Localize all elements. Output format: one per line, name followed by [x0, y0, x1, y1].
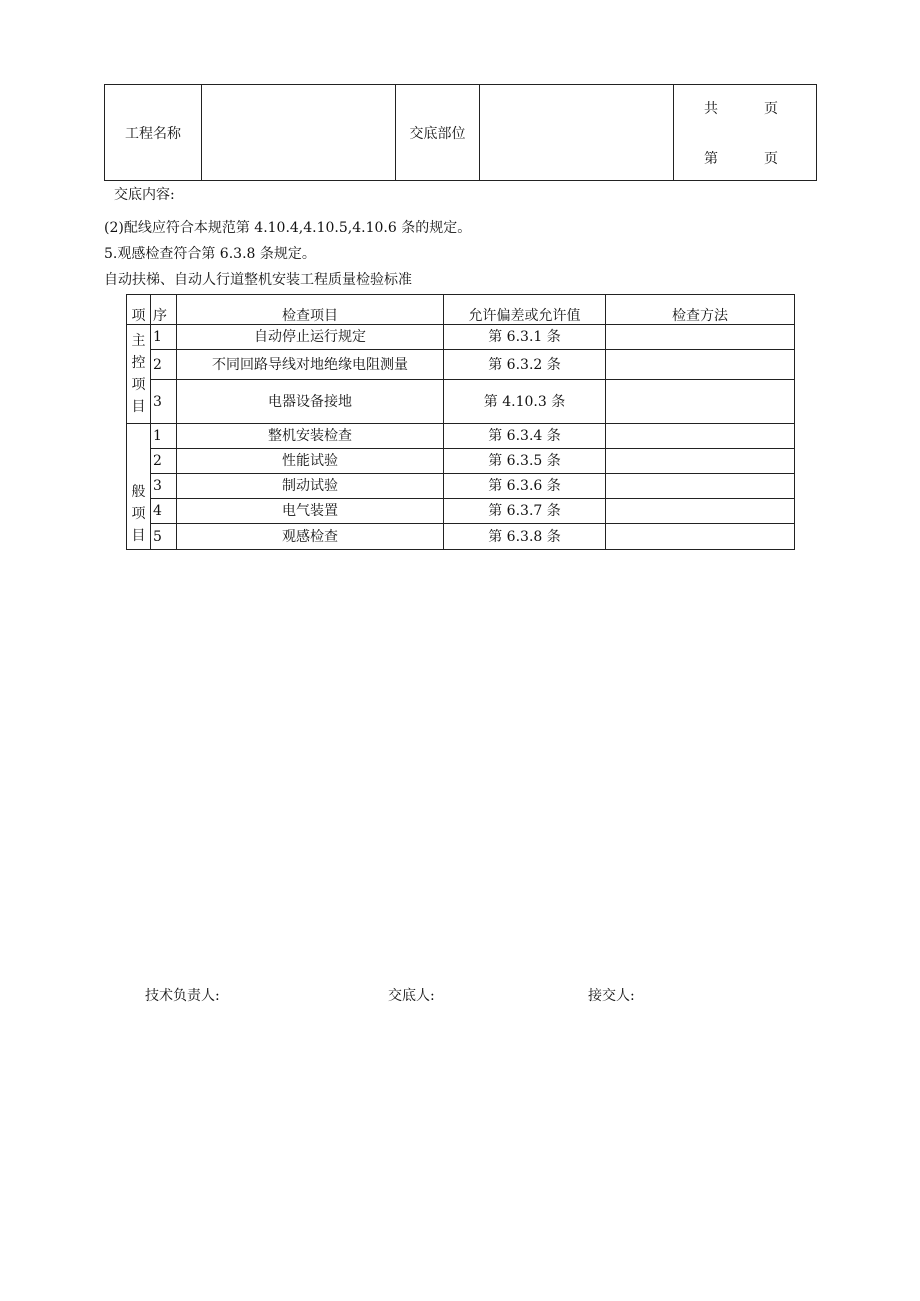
table-row [127, 350, 795, 380]
table-header-row [127, 295, 795, 325]
table-title: 自动扶梯、自动人行道整机安装工程质量检验标准 [104, 272, 412, 288]
row-seq: 2 [151, 350, 177, 380]
row-item: 观感检查 [177, 524, 444, 550]
row-seq: 1 [151, 325, 177, 350]
row-item: 电气装置 [177, 499, 444, 524]
row-item: 性能试验 [177, 449, 444, 474]
header-tolerance: 允许偏差或允许值 [444, 295, 606, 325]
row-method[interactable] [606, 524, 795, 550]
row-seq: 3 [151, 380, 177, 424]
total-label: 共 [704, 100, 718, 117]
row-tolerance: 第 6.3.1 条 [444, 325, 606, 350]
content-item-2: (2)配线应符合本规范第 4.10.4,4.10.5,4.10.6 条的规定。 [104, 220, 472, 236]
header-category: 项 [127, 295, 151, 325]
row-tolerance: 第 6.3.5 条 [444, 449, 606, 474]
table-row [127, 424, 795, 449]
standards-table [126, 294, 795, 550]
content-label: 交底内容: [114, 187, 175, 203]
header-method: 检查方法 [606, 295, 795, 325]
header-table [104, 84, 817, 181]
main-control-category [127, 325, 151, 424]
table-row [127, 449, 795, 474]
tech-lead-signature: 技术负责人: [145, 988, 220, 1004]
row-seq: 3 [151, 474, 177, 499]
row-method[interactable] [606, 350, 795, 380]
category-char: 目 [131, 528, 146, 544]
receiver-signature: 接交人: [588, 988, 635, 1004]
table-row [127, 380, 795, 424]
row-method[interactable] [606, 424, 795, 449]
table-row [127, 474, 795, 499]
category-char: 般 [131, 484, 146, 500]
row-method[interactable] [606, 474, 795, 499]
row-seq: 4 [151, 499, 177, 524]
row-method[interactable] [606, 325, 795, 350]
general-category [127, 424, 151, 550]
row-seq: 1 [151, 424, 177, 449]
project-name-value[interactable] [202, 85, 396, 181]
discloser-signature: 交底人: [388, 988, 435, 1004]
row-item: 电器设备接地 [177, 380, 444, 424]
row-item: 制动试验 [177, 474, 444, 499]
category-char: 项 [131, 506, 146, 522]
category-char: 项 [131, 377, 146, 393]
location-label: 交底部位 [396, 85, 480, 181]
row-tolerance: 第 6.3.6 条 [444, 474, 606, 499]
row-seq: 2 [151, 449, 177, 474]
row-item: 整机安装检查 [177, 424, 444, 449]
row-method[interactable] [606, 499, 795, 524]
row-tolerance: 第 6.3.8 条 [444, 524, 606, 550]
row-tolerance: 第 6.3.4 条 [444, 424, 606, 449]
category-char: 目 [131, 399, 146, 415]
table-row [127, 325, 795, 350]
page-count-cell [674, 85, 817, 181]
page-unit-current: 页 [764, 150, 778, 167]
page-unit-total: 页 [764, 100, 778, 117]
content-item-5: 5.观感检查符合第 6.3.8 条规定。 [104, 246, 316, 262]
row-method[interactable] [606, 380, 795, 424]
category-char: 主 [131, 333, 146, 349]
row-item: 自动停止运行规定 [177, 325, 444, 350]
project-name-label: 工程名称 [105, 85, 202, 181]
header-seq: 序 [151, 295, 177, 325]
row-tolerance: 第 6.3.2 条 [444, 350, 606, 380]
current-label: 第 [704, 150, 718, 167]
row-seq: 5 [151, 524, 177, 550]
location-value[interactable] [480, 85, 674, 181]
table-row [127, 499, 795, 524]
table-row [127, 524, 795, 550]
header-item: 检查项目 [177, 295, 444, 325]
row-tolerance: 第 4.10.3 条 [444, 380, 606, 424]
row-item: 不同回路导线对地绝缘电阻测量 [177, 350, 444, 380]
category-char: 控 [131, 355, 146, 371]
row-tolerance: 第 6.3.7 条 [444, 499, 606, 524]
row-method[interactable] [606, 449, 795, 474]
